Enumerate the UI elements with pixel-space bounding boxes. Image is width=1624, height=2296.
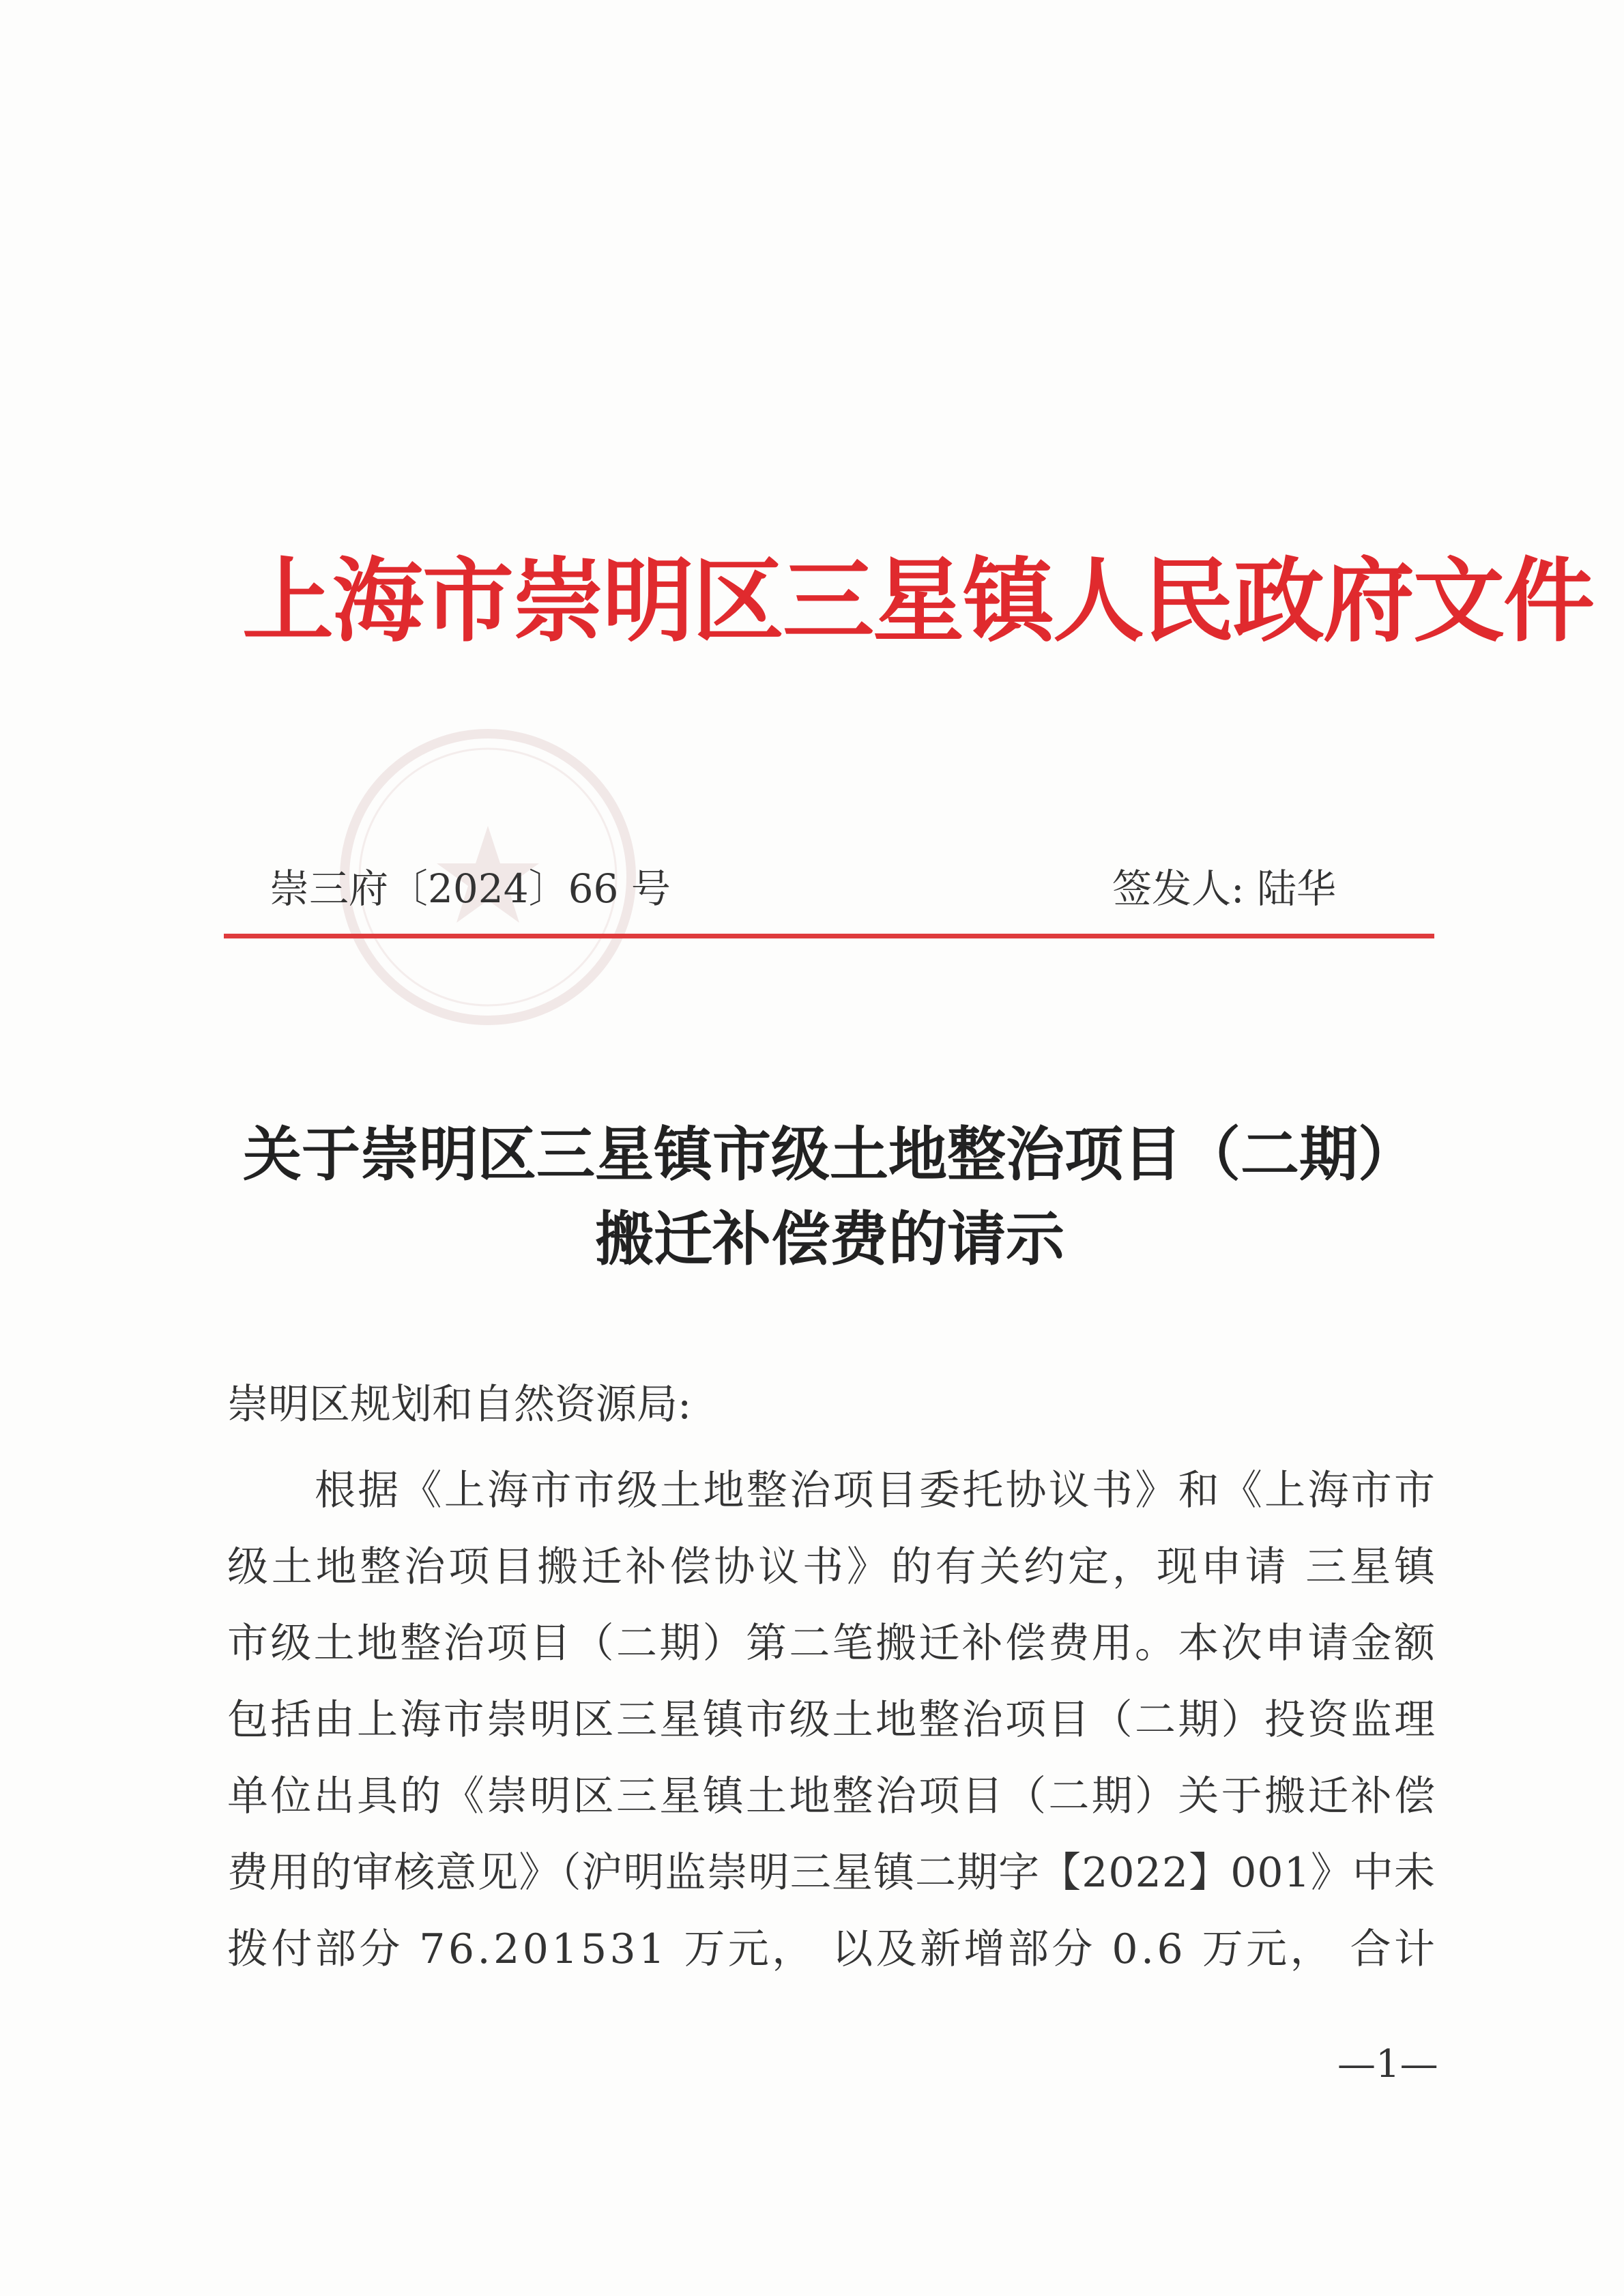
document-number: 崇三府〔2024〕66 号 <box>270 865 671 912</box>
document-title <box>225 1113 1434 1282</box>
title-line-2: 搬迁补偿费的请示 <box>595 1205 1064 1274</box>
page-number: —1— <box>1337 2042 1438 2086</box>
body-line: 单位出具的《崇明区三星镇土地整治项目（二期）关于搬迁补偿 <box>227 1773 1438 1820</box>
salutation: 崇明区规划和自然资源局: <box>227 1381 692 1429</box>
issuing-authority-header: 上海市崇明区三星镇人民政府文件 <box>242 547 1594 655</box>
title-line-1: 关于崇明区三星镇市级土地整治项目（二期） <box>243 1120 1417 1189</box>
body-line: 拨付部分 76.201531 万元， 以及新增部分 0.6 万元， 合计 <box>227 1925 1438 1973</box>
body-line: 根据《上海市市级土地整治项目委托协议书》和《上海市市 <box>315 1467 1438 1515</box>
body-line: 包括由上海市崇明区三星镇市级土地整治项目（二期）投资监理 <box>227 1696 1438 1744</box>
body-line: 费用的审核意见》（沪明监崇明三星镇二期字【2022】001》中未 <box>227 1849 1436 1897</box>
body-line: 市级土地整治项目（二期）第二笔搬迁补偿费用。本次申请金额 <box>227 1620 1438 1667</box>
body-line: 级土地整治项目搬迁补偿协议书》的有关约定，现申请 三星镇 <box>227 1543 1438 1591</box>
header-red-rule <box>224 934 1434 938</box>
body-paragraph <box>227 1452 1438 1988</box>
signer: 签发人: 陆华 <box>1112 865 1336 912</box>
